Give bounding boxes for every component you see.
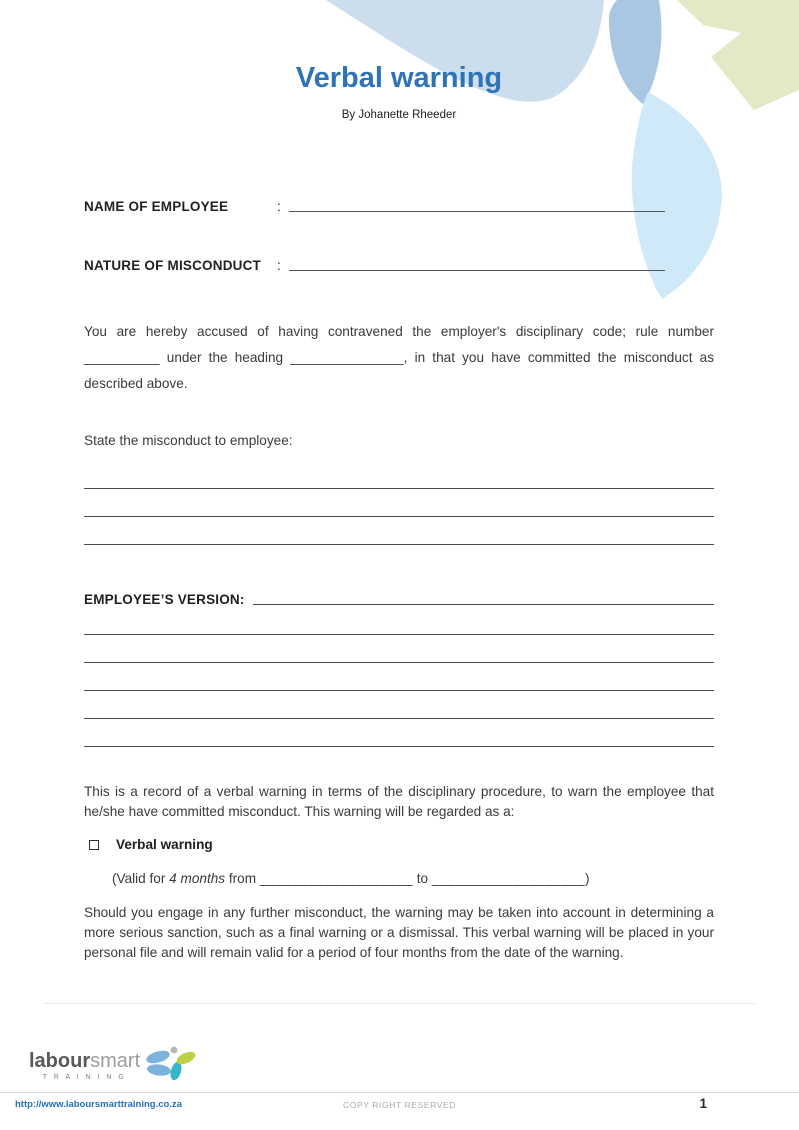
validity-to-word: to: [413, 871, 432, 886]
logo-tagline: T R A I N I N G: [42, 1074, 127, 1081]
answer-line[interactable]: [84, 455, 714, 489]
answer-line[interactable]: [84, 489, 714, 517]
page-number: 1: [699, 1096, 707, 1111]
nature-of-misconduct-row: [84, 256, 714, 273]
laboursmart-logo: [29, 1044, 196, 1084]
record-paragraph: This is a record of a verbal warning in terms of the disciplinary procedure, to warn the employee that he/she have committed misconduct. This warning will be regarded as a:: [84, 784, 714, 819]
valid-to-blank[interactable]: ___________________: [431, 871, 586, 886]
laboursmart-logo-text: [29, 1050, 140, 1072]
verbal-warning-option: [84, 837, 714, 852]
state-misconduct-label: State the misconduct to employee:: [84, 433, 293, 448]
answer-line[interactable]: [84, 607, 714, 635]
checkbox-icon[interactable]: [89, 840, 99, 850]
page-title: Verbal warning: [295, 62, 503, 94]
footer-bottom-rule: [0, 1092, 799, 1093]
employee-version-line[interactable]: [253, 590, 714, 605]
nature-colon: :: [277, 258, 281, 273]
name-of-employee-label: NAME OF EMPLOYEE: [84, 199, 229, 214]
name-colon: :: [277, 199, 281, 214]
misconduct-answer-lines: [84, 455, 714, 545]
validity-line: [112, 871, 714, 886]
answer-line[interactable]: [84, 635, 714, 663]
employee-version-row: [84, 590, 714, 607]
nature-of-misconduct-label: NATURE OF MISCONDUCT: [84, 258, 261, 273]
validity-prefix: (Valid for: [112, 871, 170, 886]
footer-top-divider: [44, 1003, 755, 1004]
employee-version-label: EMPLOYEE’S VERSION:: [84, 592, 245, 607]
laboursmart-butterfly-icon: [146, 1044, 196, 1084]
accusation-paragraph: You are hereby accused of having contravened the employer's disciplinary code; rule number __________ under the heading _______________, in that you have committed the misconduct as described above.: [84, 324, 714, 391]
copyright-text: COPY RIGHT RESERVED: [343, 1100, 456, 1110]
logo-labour-text: labour: [29, 1050, 91, 1072]
employee-version-answer-lines: [84, 607, 714, 747]
name-of-employee-line[interactable]: [289, 197, 665, 212]
verbal-warning-option-label: Verbal warning: [116, 837, 213, 852]
validity-duration: 4 months: [169, 871, 226, 886]
answer-line[interactable]: [84, 691, 714, 719]
name-of-employee-row: [84, 197, 714, 214]
validity-suffix: ): [585, 871, 590, 886]
nature-of-misconduct-line[interactable]: [289, 256, 665, 271]
answer-line[interactable]: [84, 517, 714, 545]
byline: By Johanette Rheeder: [341, 109, 457, 121]
logo-smart-text: smart: [90, 1050, 141, 1072]
validity-from-word: from: [225, 871, 260, 886]
footer-url-link[interactable]: http://www.laboursmarttraining.co.za: [15, 1099, 182, 1110]
answer-line[interactable]: [84, 663, 714, 691]
consequence-paragraph: Should you engage in any further misconduct, the warning may be taken into account in determining a more serious sanction, such as a final warning or a dismissal. This verbal warning will be placed in your personal file and will remain valid for a period of four months from the date of the warning.: [84, 905, 714, 960]
valid-from-blank[interactable]: ___________________: [259, 871, 413, 886]
answer-line[interactable]: [84, 719, 714, 747]
